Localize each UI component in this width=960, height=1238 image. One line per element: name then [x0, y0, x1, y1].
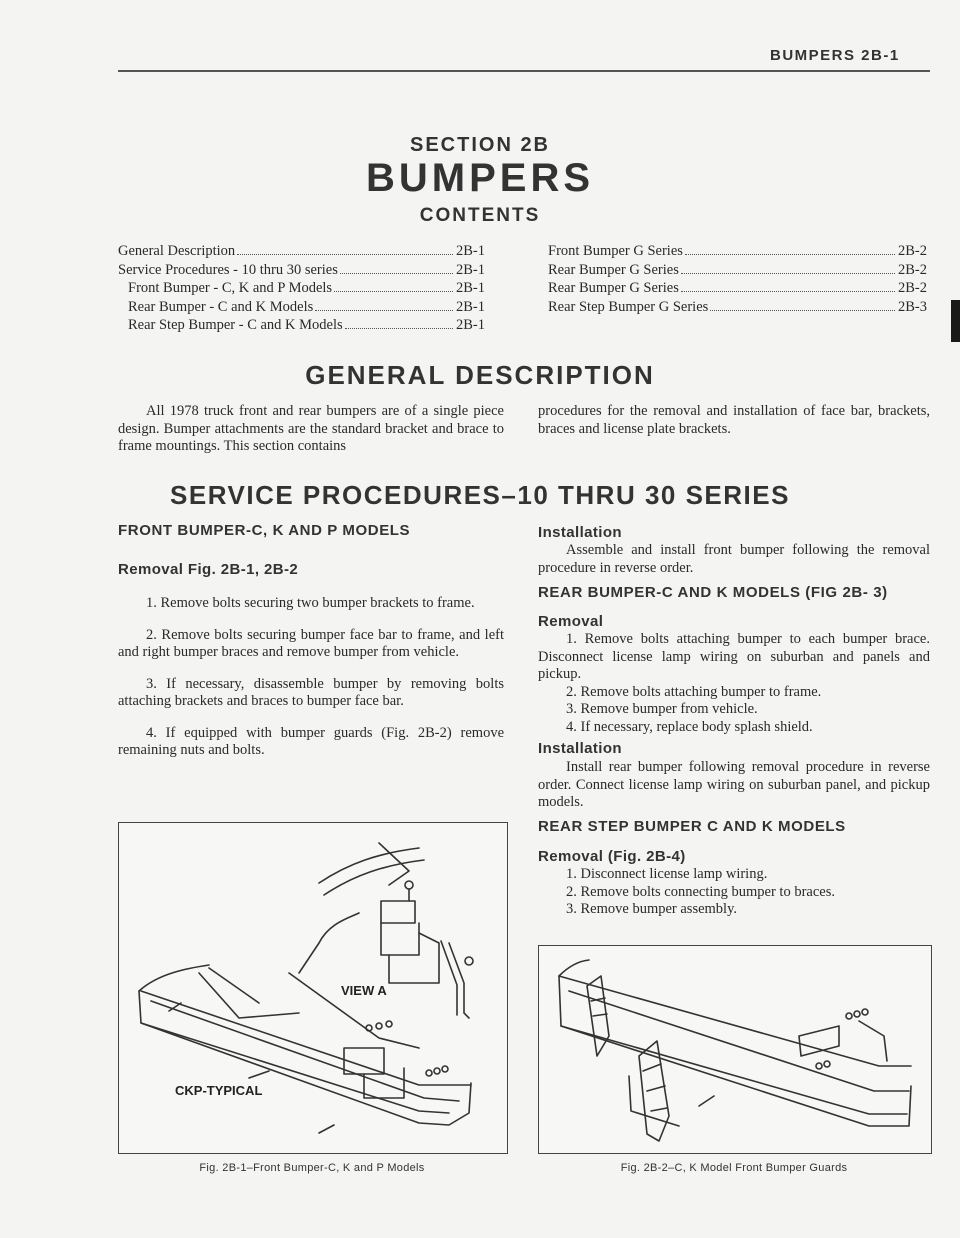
toc-leader: [685, 254, 895, 255]
rear-step-removal-heading: Removal (Fig. 2B-4): [538, 848, 686, 865]
ckp-typical-label: CKP-TYPICAL: [175, 1083, 263, 1098]
header-rule: [118, 70, 930, 72]
toc-entry-title: General Description: [118, 243, 236, 259]
toc-entry-page: 2B-1: [456, 298, 485, 315]
toc-entry-title: Front Bumper - C, K and P Models: [128, 280, 333, 296]
front-removal-step: 2. Remove bolts securing bumper face bar to frame, and left and right bumper braces and remove bumper from vehicle.: [118, 626, 504, 660]
rear-removal-heading: Removal: [538, 613, 604, 630]
toc-entry-page: 2B-2: [898, 243, 927, 259]
toc-entry-title: Service Procedures - 10 thru 30 series: [118, 261, 338, 278]
toc-entry-title: Rear Bumper - C and K Models: [128, 298, 314, 315]
rear-removal-steps: [538, 631, 930, 736]
toc-leader: [345, 328, 453, 329]
toc-entry: [118, 279, 488, 298]
toc-entry: [118, 261, 488, 280]
toc-entry-page: 2B-1: [456, 317, 485, 333]
figure-2b-2: [538, 945, 932, 1154]
front-removal-step: 1. Remove bolts securing two bumper brackets to frame.: [146, 595, 475, 611]
general-description-para-right: procedures for the removal and installation of face bar, brackets, braces and license plate brackets.: [538, 403, 930, 437]
section-label: SECTION 2B: [409, 134, 551, 156]
front-bumper-heading: FRONT BUMPER-C, K AND P MODELS: [118, 522, 411, 539]
toc-entry: [118, 316, 488, 335]
front-installation-heading: Installation: [538, 524, 622, 541]
toc-entry-title: Rear Step Bumper - C and K Models: [128, 317, 343, 333]
rear-bumper-heading: REAR BUMPER-C AND K MODELS (FIG 2B- 3): [538, 584, 888, 601]
toc-entry-title: Rear Bumper G Series: [548, 261, 679, 278]
section-title: BUMPERS: [365, 156, 595, 200]
toc-leader: [334, 291, 453, 292]
toc-leader: [340, 273, 453, 274]
rear-removal-step: 2. Remove bolts attaching bumper to frame.: [566, 683, 822, 700]
front-installation-text: Assemble and install front bumper following the removal procedure in reverse order.: [538, 542, 930, 576]
front-removal-step: 3. If necessary, disassemble bumper by removing bolts attaching brackets and braces to bumper face bar.: [118, 675, 504, 709]
figure-2b-1: [118, 822, 508, 1154]
rear-removal-step: 3. Remove bumper from vehicle.: [566, 701, 758, 717]
section-edge-tab: [951, 300, 960, 342]
rear-step-removal-step: 2. Remove bolts connecting bumper to braces.: [566, 883, 835, 900]
front-removal-steps: [118, 595, 504, 760]
rear-removal-step: 4. If necessary, replace body splash shield.: [566, 718, 813, 735]
rear-step-bumper-heading: REAR STEP BUMPER C AND K MODELS: [538, 818, 846, 835]
toc-left-column: [118, 242, 488, 335]
toc-entry-title: Rear Bumper G Series: [548, 280, 679, 296]
toc-leader: [681, 273, 895, 274]
toc-entry-page: 2B-1: [456, 261, 485, 278]
rear-installation-text: Install rear bumper following removal procedure in reverse order. Connect license lamp wiring on suburban panel, and pickup models.: [538, 759, 930, 810]
toc-entry-page: 2B-2: [898, 280, 927, 296]
toc-entry-page: 2B-3: [898, 298, 927, 315]
bumper-guards-illustration: [539, 946, 931, 1153]
toc-entry-title: Front Bumper G Series: [548, 243, 683, 259]
rear-step-removal-step: 1. Disconnect license lamp wiring.: [566, 866, 768, 882]
general-description-heading: GENERAL DESCRIPTION: [305, 360, 655, 390]
front-bumper-illustration: [119, 823, 507, 1153]
rear-removal-step: 1. Remove bolts attaching bumper to each bumper brace. Disconnect license lamp wiring on suburban and panels and pickup.: [538, 631, 930, 682]
rear-step-removal-step: 3. Remove bumper assembly.: [566, 901, 738, 917]
figure-2b-2-caption: Fig. 2B-2–C, K Model Front Bumper Guards: [620, 1162, 848, 1174]
toc-entry-page: 2B-1: [456, 280, 485, 296]
general-description-para-left: All 1978 truck front and rear bumpers are of a single piece design. Bumper attachments are the standard bracket and brace to frame mountings. This section contains: [118, 403, 504, 454]
front-removal-step: 4. If equipped with bumper guards (Fig. 2B-2) remove remaining nuts and bolts.: [118, 724, 504, 758]
toc-entry: [548, 242, 930, 261]
running-header: BUMPERS 2B-1: [770, 47, 900, 64]
service-procedures-heading: SERVICE PROCEDURES–10 THRU 30 SERIES: [170, 480, 790, 510]
toc-entry: [118, 298, 488, 317]
toc-entry: [548, 279, 930, 298]
front-removal-heading: Removal Fig. 2B-1, 2B-2: [118, 561, 299, 578]
toc-entry: [548, 298, 930, 317]
rear-installation-heading: Installation: [538, 740, 622, 757]
toc-entry: [548, 261, 930, 280]
toc-leader: [681, 291, 895, 292]
toc-leader: [315, 310, 453, 311]
rear-step-removal-steps: [538, 866, 930, 919]
toc-entry-title: Rear Step Bumper G Series: [548, 298, 709, 315]
toc-leader: [237, 254, 453, 255]
contents-label: CONTENTS: [419, 205, 541, 226]
toc-entry-page: 2B-2: [898, 261, 927, 278]
toc-right-column: [548, 242, 930, 316]
view-a-label: VIEW A: [341, 983, 387, 998]
figure-2b-1-caption: Fig. 2B-1–Front Bumper-C, K and P Models: [199, 1162, 425, 1174]
toc-entry: [118, 242, 488, 261]
toc-leader: [710, 310, 895, 311]
toc-entry-page: 2B-1: [456, 243, 485, 259]
